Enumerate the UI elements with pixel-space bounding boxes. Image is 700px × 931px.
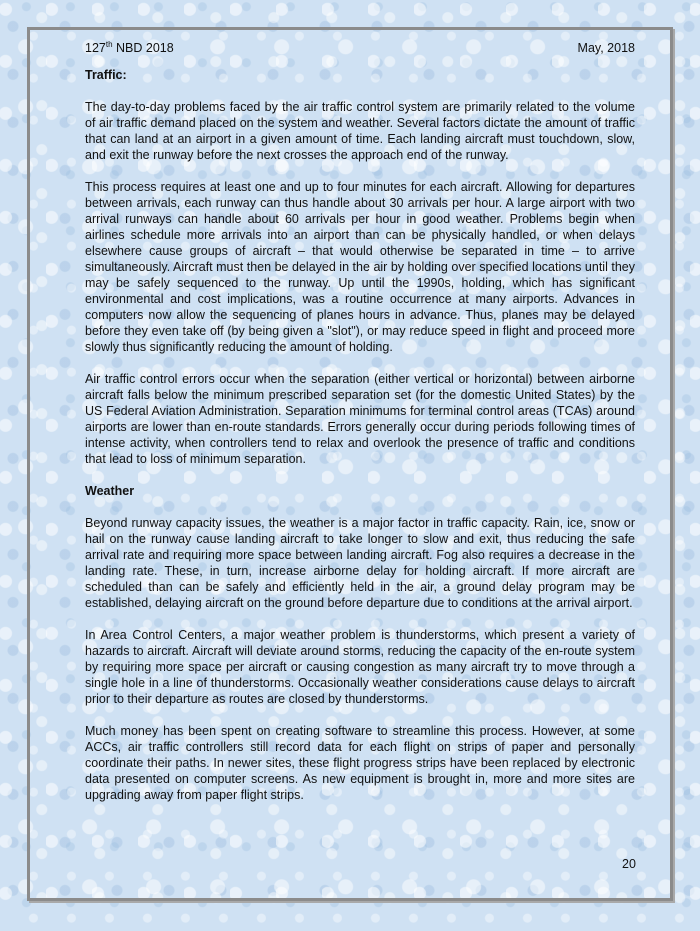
paragraph: Air traffic control errors occur when the separation (either vertical or horizontal) between airborne aircraft falls below the minimum prescribed separation set (for the domestic United States) by the US Federal Aviation Administration. Separation minimums for terminal control areas (TCAs) around airports are lower than en-route standards. Errors generally occur during periods following times of intense activity, when controllers tend to relax and overlook the presence of traffic and conditions that lead to loss of minimum separation. — [85, 372, 635, 466]
paragraph: Much money has been spent on creating software to streamline this process. However, at some ACCs, air traffic controllers still record data for each flight on strips of paper and personally coordinate their paths. In newer sites, these flight progress strips have been replaced by electronic data presented on computer screens. As new equipment is brought in, more and more sites are upgrading away from paper flight strips. — [85, 724, 635, 802]
document-body — [85, 67, 635, 819]
section-weather — [85, 483, 635, 803]
paragraph: This process requires at least one and up to four minutes for each aircraft. Allowing for departures between arrivals, each runway can thus handle about 30 arrivals per hour. A large airport with two arrival runways can handle about 60 arrivals per hour in good weather. Problems begin when airlines schedule more arrivals into an airport than can be physically handled, or when delays elsewhere cause groups of aircraft – that would otherwise be separated in time – to arrive simultaneously. Aircraft must then be delayed in the air by holding over specified locations until they may be safely sequenced to the runway. Up until the 1990s, holding, which has significant environmental and cost implications, was a routine occurrence at many airports. Advances in computers now allow the sequencing of planes hours in advance. Thus, planes may be delayed before they even take off (by being given a "slot"), or may reduce speed in flight and proceed more slowly thus significantly reducing the amount of holding. — [85, 180, 635, 354]
section-traffic — [85, 67, 635, 467]
header-date: May, 2018 — [577, 41, 635, 55]
header-event-title: 127th NBD 2018 — [85, 39, 174, 55]
section-heading: Weather — [85, 484, 135, 498]
paragraph: In Area Control Centers, a major weather problem is thunderstorms, which present a variety of hazards to aircraft. Aircraft will deviate around storms, reducing the capacity of the en-route system by requiring more space per aircraft or causing congestion as many aircraft try to move through a single hole in a line of thunderstorms. Occasionally weather considerations cause delays to aircraft prior to their departure as routes are closed by thunderstorms. — [85, 628, 635, 706]
paragraph: Beyond runway capacity issues, the weather is a major factor in traffic capacity. Rain, ice, snow or hail on the runway cause landing aircraft to take longer to slow and exit, thus reducing the safe arrival rate and requiring more space between landing aircraft. Fog also requires a decrease in the landing rate. These, in turn, increase airborne delay for holding aircraft. If more aircraft are scheduled than can be safely and efficiently held in the air, a ground delay program may be established, delaying aircraft on the ground before departure due to conditions at the arrival airport. — [85, 516, 635, 610]
page-number: 20 — [622, 857, 636, 871]
page-header — [85, 41, 635, 55]
paragraph: The day-to-day problems faced by the air traffic control system are primarily related to the volume of air traffic demand placed on the system and weather. Several factors dictate the amount of traffic that can land at an airport in a given amount of time. Each landing aircraft must touchdown, slow, and exit the runway before the next crosses the approach end of the runway. — [85, 100, 635, 162]
section-heading: Traffic: — [85, 68, 127, 82]
